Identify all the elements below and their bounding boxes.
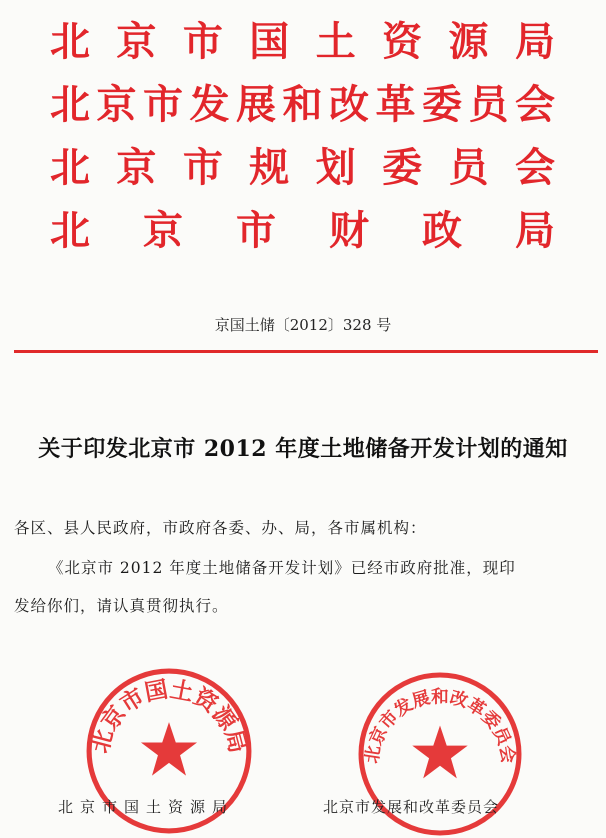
signature-agency-2: 北京市发展和改革委员会 bbox=[323, 798, 500, 816]
agency-char: 市 bbox=[143, 81, 183, 128]
agency-char: 和 bbox=[282, 81, 323, 128]
document-number: 京国土储〔2012〕328 号 bbox=[214, 316, 392, 334]
seal-text: 北京市发展和改革委员会 bbox=[361, 686, 519, 765]
agency-char: 京 bbox=[116, 144, 157, 191]
agency-char: 北 bbox=[50, 207, 90, 254]
agency-char: 局 bbox=[515, 207, 555, 254]
seal-text: 北京市国土资源局 bbox=[86, 675, 252, 756]
agency-char: 财 bbox=[329, 207, 369, 254]
agency-char: 发 bbox=[189, 81, 230, 128]
document-title: 关于印发北京市 2012 年度土地储备开发计划的通知 bbox=[38, 436, 568, 462]
agency-name-4 bbox=[50, 209, 555, 253]
agency-char: 革 bbox=[375, 81, 416, 128]
agency-char: 规 bbox=[249, 144, 290, 191]
agency-char: 展 bbox=[236, 81, 276, 128]
agency-char: 市 bbox=[182, 144, 223, 191]
agency-char: 北 bbox=[50, 81, 90, 128]
agency-name-2 bbox=[50, 83, 555, 127]
agency-char: 政 bbox=[422, 207, 462, 254]
signature-agency-1: 北京市国土资源局 bbox=[58, 798, 235, 816]
agency-char: 会 bbox=[514, 144, 555, 191]
agency-char: 员 bbox=[448, 144, 489, 191]
agency-char: 改 bbox=[329, 81, 369, 128]
agency-char: 委 bbox=[382, 144, 423, 191]
agency-name-3 bbox=[50, 146, 555, 190]
agency-char: 源 bbox=[448, 18, 489, 65]
agency-char: 土 bbox=[315, 18, 356, 65]
body-text-line-2: 发给你们，请认真贯彻执行。 bbox=[14, 597, 229, 615]
agency-char: 京 bbox=[116, 18, 157, 65]
agency-char: 会 bbox=[515, 81, 555, 128]
addressee-line: 各区、县人民政府，市政府各委、办、局，各市属机构： bbox=[14, 519, 427, 537]
agency-char: 北 bbox=[50, 18, 90, 65]
agency-char: 京 bbox=[143, 207, 183, 254]
agency-char: 市 bbox=[236, 207, 276, 254]
agency-char: 北 bbox=[50, 144, 90, 191]
agency-char: 员 bbox=[468, 81, 509, 128]
seal-star-icon bbox=[141, 722, 197, 776]
agency-char: 市 bbox=[182, 18, 223, 65]
agency-char: 划 bbox=[315, 144, 356, 191]
agency-name-1 bbox=[50, 20, 555, 64]
red-divider-rule bbox=[14, 350, 598, 353]
body-text-line-1: 《北京市 2012 年度土地储备开发计划》已经市政府批准，现印 bbox=[48, 559, 516, 577]
agency-char: 局 bbox=[514, 18, 555, 65]
agency-char: 资 bbox=[382, 18, 423, 65]
agency-char: 国 bbox=[249, 18, 290, 65]
agency-char: 京 bbox=[96, 81, 137, 128]
agency-char: 委 bbox=[422, 81, 462, 128]
seal-star-icon bbox=[412, 725, 467, 778]
